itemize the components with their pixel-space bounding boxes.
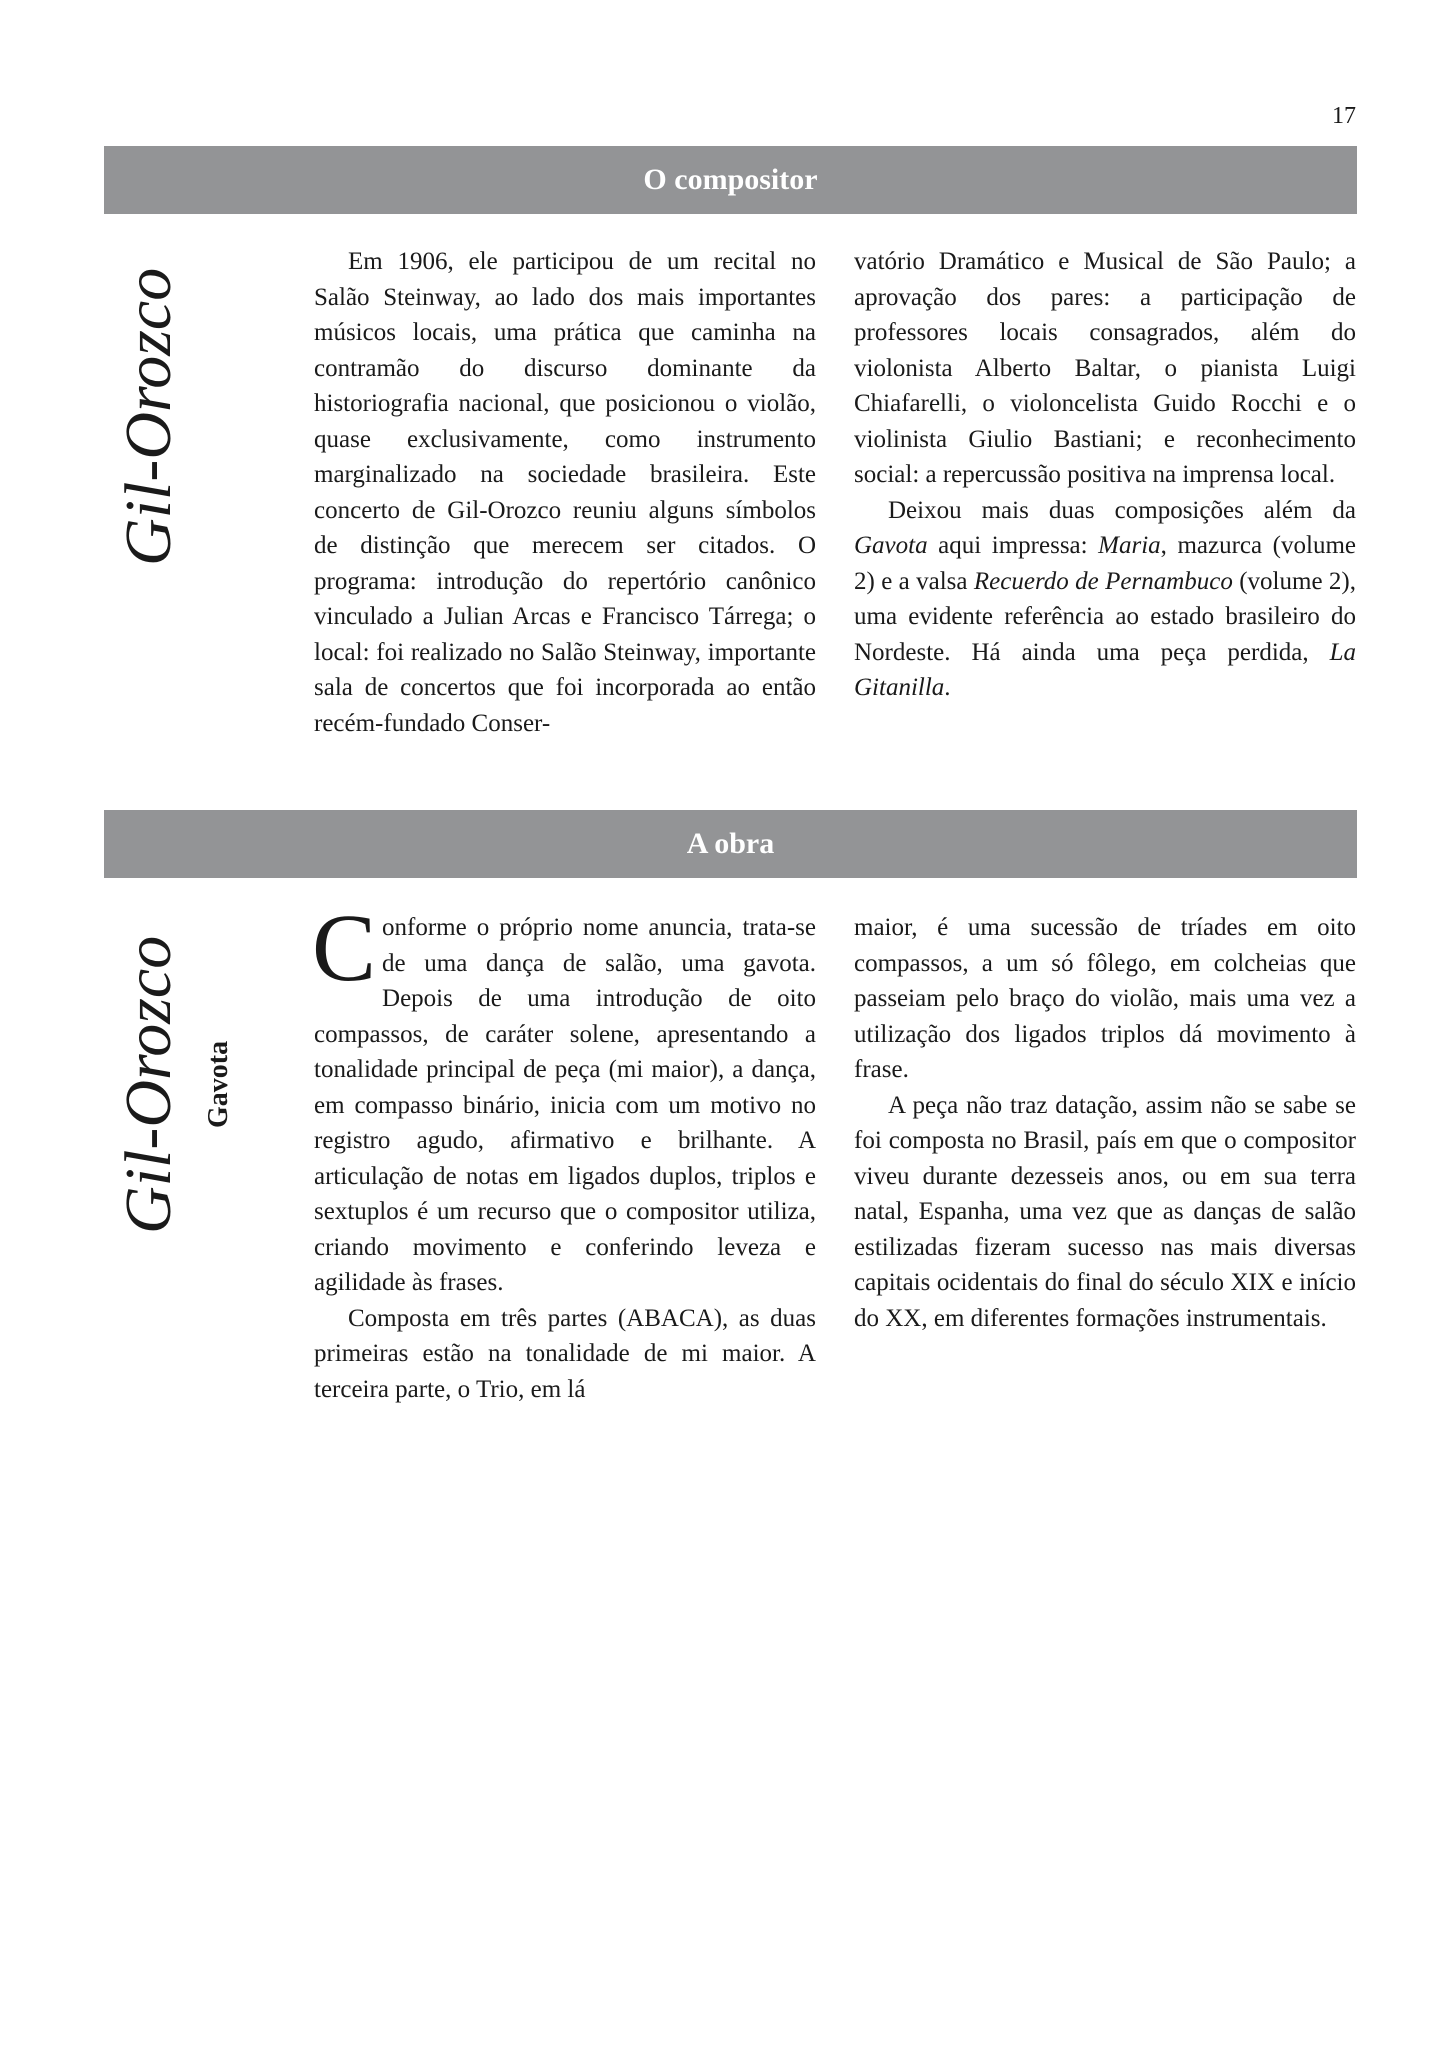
section-heading-work: A obra bbox=[104, 810, 1357, 878]
work-paragraph-3: maior, é uma sucessão de tríades em oito compassos, a um só fôlego, em colcheias que passeiam pelo braço do violão, mais uma vez a utilização dos ligados triplos dá movimento à frase. bbox=[854, 914, 1356, 1083]
side-title-composer: Gil-Orozco bbox=[112, 267, 185, 566]
work-paragraph-1: Conforme o próprio nome anuncia, trata-se de uma dança de salão, uma gavota. Depois de uma introdução de oito compassos, de caráter solene, apresentando a tonalidade principal de peça (mi maior), a dança, em compasso binário, inicia com um motivo no registro agudo, afirmativo e brilhante. A articulação de notas em ligados duplos, triplos e sextuplos é um recurso que o compositor utiliza, criando movimento e conferindo leveza e agilidade às frases. bbox=[312, 894, 816, 1296]
work-column-right bbox=[854, 910, 1356, 1336]
work-paragraph-2: Composta em três partes (ABACA), as duas primeiras estão na tonalidade de mi maior. A terceira parte, o Trio, em lá bbox=[314, 1304, 816, 1403]
composer-column-right bbox=[854, 244, 1356, 706]
composer-column-left bbox=[314, 244, 816, 741]
page-number: 17 bbox=[1332, 103, 1356, 129]
composer-paragraph-2: vatório Dramático e Musical de São Paulo; a aprovação dos pares: a participação de professores locais consagrados, além do violonista Alberto Baltar, o pianista Luigi Chiafarelli, o violoncelista Guido Rocchi e o violinista Giulio Bastiani; e reconhecimento social: a repercussão positiva na imprensa local. bbox=[854, 248, 1356, 488]
work-column-left bbox=[312, 894, 816, 1407]
composer-paragraph-3: Deixou mais duas composições além da Gavota aqui impressa: Maria, mazurca (volume 2) e a valsa Recuerdo de Pernambuco (volume 2), uma evidente referência ao estado brasileiro do Nordeste. Há ainda uma peça perdida, La Gitanilla. bbox=[854, 496, 1356, 701]
side-subtitle-gavota: Gavota bbox=[203, 1040, 234, 1128]
work-title-gavota: Gavota bbox=[854, 532, 928, 559]
drop-cap: C bbox=[312, 894, 377, 1001]
work-title-recuerdo: Recuerdo de Pernambuco bbox=[973, 567, 1233, 595]
work-title-maria: Maria bbox=[1098, 532, 1161, 559]
side-title-work: Gil-Orozco bbox=[112, 935, 185, 1234]
work-paragraph-4: A peça não traz datação, assim não se sabe se foi composta no Brasil, país em que o compositor viveu durante dezesseis anos, ou em sua terra natal, Espanha, uma vez que as danças de salão estilizadas fizeram sucesso nas mais diversas capitais ocidentais do final do século XIX e início do XX, em diferentes formações instrumentais. bbox=[854, 1091, 1356, 1332]
section-heading-composer: O compositor bbox=[104, 146, 1357, 214]
composer-paragraph-1: Em 1906, ele participou de um recital no Salão Steinway, ao lado dos mais importantes músicos locais, uma prática que caminha na contramão do discurso dominante da historiografia nacional, que posicionou o violão, quase exclusivamente, como instrumento marginalizado na sociedade brasileira. Este concerto de Gil-Orozco reuniu alguns símbolos de distinção que merecem ser citados. O programa: introdução do repertório canônico vinculado a Julian Arcas e Francisco Tárrega; o local: foi realizado no Salão Steinway, importante sala de concertos que foi incorporada ao então recém-fundado Conser- bbox=[314, 248, 816, 737]
work-title-gitanilla: La Gitanilla bbox=[854, 638, 1356, 701]
